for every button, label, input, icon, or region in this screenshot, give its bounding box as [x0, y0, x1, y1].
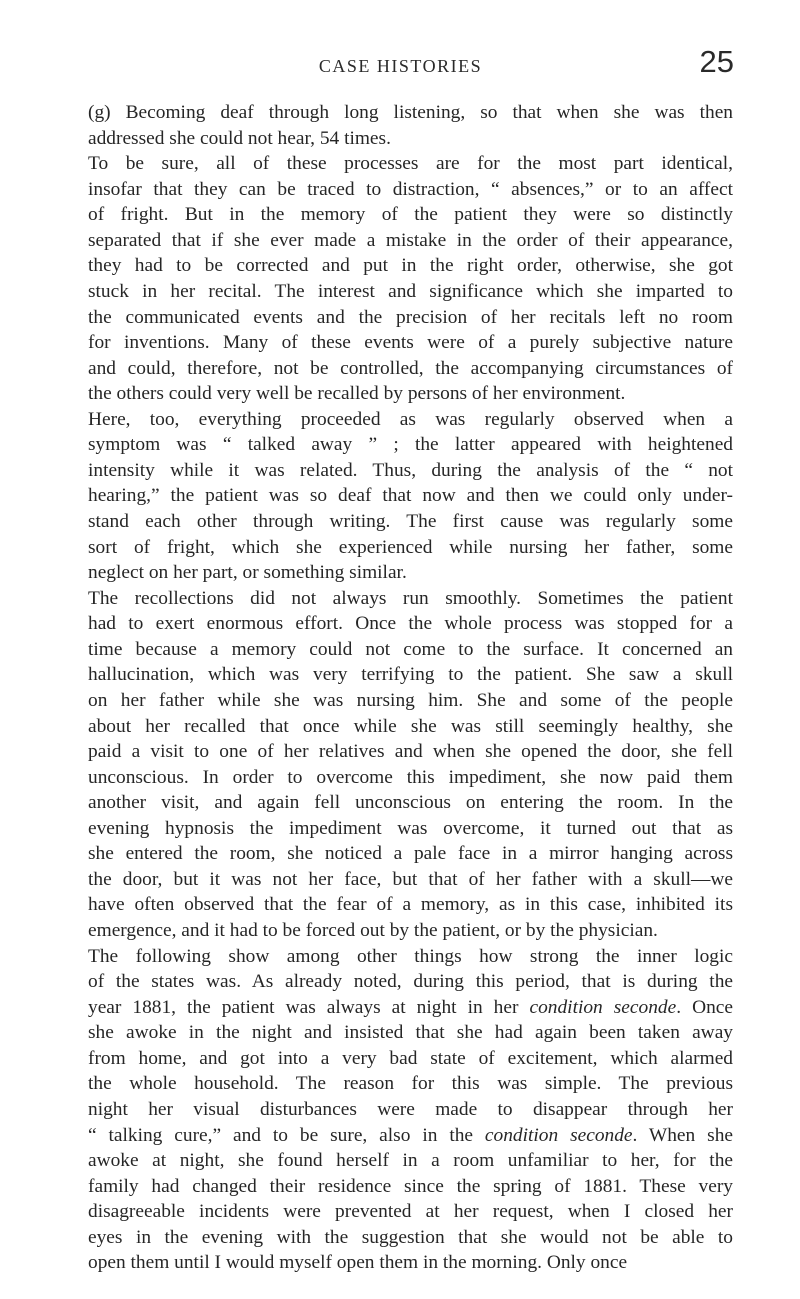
- text-line: Here, too, everything proceeded as was regularly observed when a: [88, 408, 733, 430]
- text-line: intensity while it was related. Thus, during the analysis of the “ not: [88, 459, 733, 481]
- text-line: the communicated events and the precision of her recitals left no room: [88, 306, 733, 328]
- text-line: The following show among other things how strong the inner logic: [88, 945, 733, 967]
- text-line: she entered the room, she noticed a pale face in a mirror hanging across: [88, 843, 733, 865]
- paragraph: [66, 407, 733, 586]
- text-line: The recollections did not always run smoothly. Sometimes the patient: [88, 587, 733, 609]
- text-line: night her visual disturbances were made to disappear through her: [88, 1098, 733, 1120]
- page-number: 25: [699, 44, 734, 79]
- text-line: “ talking cure,” and to be sure, also in the condition seconde. When she: [88, 1124, 733, 1146]
- text-line: addressed she could not hear, 54 times.: [88, 127, 391, 149]
- paragraph: [66, 100, 733, 151]
- text-line: evening hypnosis the impediment was overcome, it turned out that as: [88, 817, 733, 839]
- text-line: from home, and got into a very bad state of excitement, which alarmed: [88, 1047, 733, 1069]
- text-line: emergence, and it had to be forced out by the patient, or by the physician.: [88, 920, 658, 941]
- text-line: year 1881, the patient was always at night in her condition seconde. Once: [88, 996, 734, 1018]
- text-line: To be sure, all of these processes are for the most part identical,: [88, 153, 733, 175]
- text-line: for inventions. Many of these events were of a purely subjective nature: [88, 332, 733, 354]
- paragraph: [66, 944, 733, 1276]
- text-line: the whole household. The reason for this was simple. The previous: [88, 1073, 733, 1095]
- text-line: sort of fright, which she experienced while nursing her father, some: [88, 536, 733, 558]
- text-line: eyes in the evening with the suggestion that she would not be able to: [88, 1226, 733, 1248]
- text-line: hearing,” the patient was so deaf that now and then we could only under-: [88, 485, 733, 507]
- paragraph: [66, 151, 733, 407]
- text-line: the door, but it was not her face, but that of her father with a skull—we: [88, 868, 733, 890]
- paragraph: [66, 586, 733, 944]
- text-line: (g) Becoming deaf through long listening, so that when she was then: [88, 102, 733, 123]
- text-line: and could, therefore, not be controlled, the accompanying circumstances of: [88, 357, 733, 379]
- text-line: insofar that they can be traced to distraction, “ absences,” or to an affect: [88, 178, 733, 200]
- text-line: about her recalled that once while she was still seemingly healthy, she: [88, 715, 733, 737]
- text-line: time because a memory could not come to the surface. It concerned an: [88, 638, 733, 660]
- text-line: separated that if she ever made a mistake in the order of their appearance,: [88, 229, 733, 251]
- text-line: open them until I would myself open them in the morning. Only once: [88, 1252, 628, 1274]
- text-line: stuck in her recital. The interest and significance which she imparted to: [88, 280, 733, 302]
- text-line: awoke at night, she found herself in a room unfamiliar to her, for the: [88, 1150, 733, 1172]
- text-line: another visit, and again fell unconscious on entering the room. In the: [88, 792, 733, 814]
- body-text: [66, 100, 733, 1276]
- text-line: they had to be corrected and put in the right order, otherwise, she got: [88, 255, 733, 277]
- text-line: symptom was “ talked away ” ; the latter appeared with heightened: [88, 434, 733, 456]
- text-line: on her father while she was nursing him. She and some of the people: [88, 689, 733, 711]
- text-line: unconscious. In order to overcome this impediment, she now paid them: [88, 766, 733, 788]
- text-line: of the states was. As already noted, during this period, that is during the: [88, 971, 733, 993]
- text-line: neglect on her part, or something similar.: [88, 562, 407, 584]
- text-line: the others could very well be recalled by persons of her environment.: [88, 383, 626, 405]
- text-line: family had changed their residence since the spring of 1881. These very: [88, 1175, 733, 1197]
- text-line: disagreeable incidents were prevented at her request, when I closed her: [88, 1201, 733, 1223]
- text-line: have often observed that the fear of a memory, as in this case, inhibited its: [88, 894, 733, 916]
- running-head: [67, 44, 734, 84]
- text-line: had to exert enormous effort. Once the whole process was stopped for a: [88, 613, 733, 635]
- text-line: hallucination, which was very terrifying to the patient. She saw a skull: [88, 664, 733, 686]
- text-line: paid a visit to one of her relatives and when she opened the door, she fell: [88, 741, 733, 763]
- text-line: she awoke in the night and insisted that she had again been taken away: [88, 1022, 733, 1044]
- text-line: stand each other through writing. The first cause was regularly some: [88, 511, 733, 532]
- text-line: of fright. But in the memory of the patient they were so distinctly: [88, 204, 733, 226]
- running-title: CASE HISTORIES: [318, 56, 483, 76]
